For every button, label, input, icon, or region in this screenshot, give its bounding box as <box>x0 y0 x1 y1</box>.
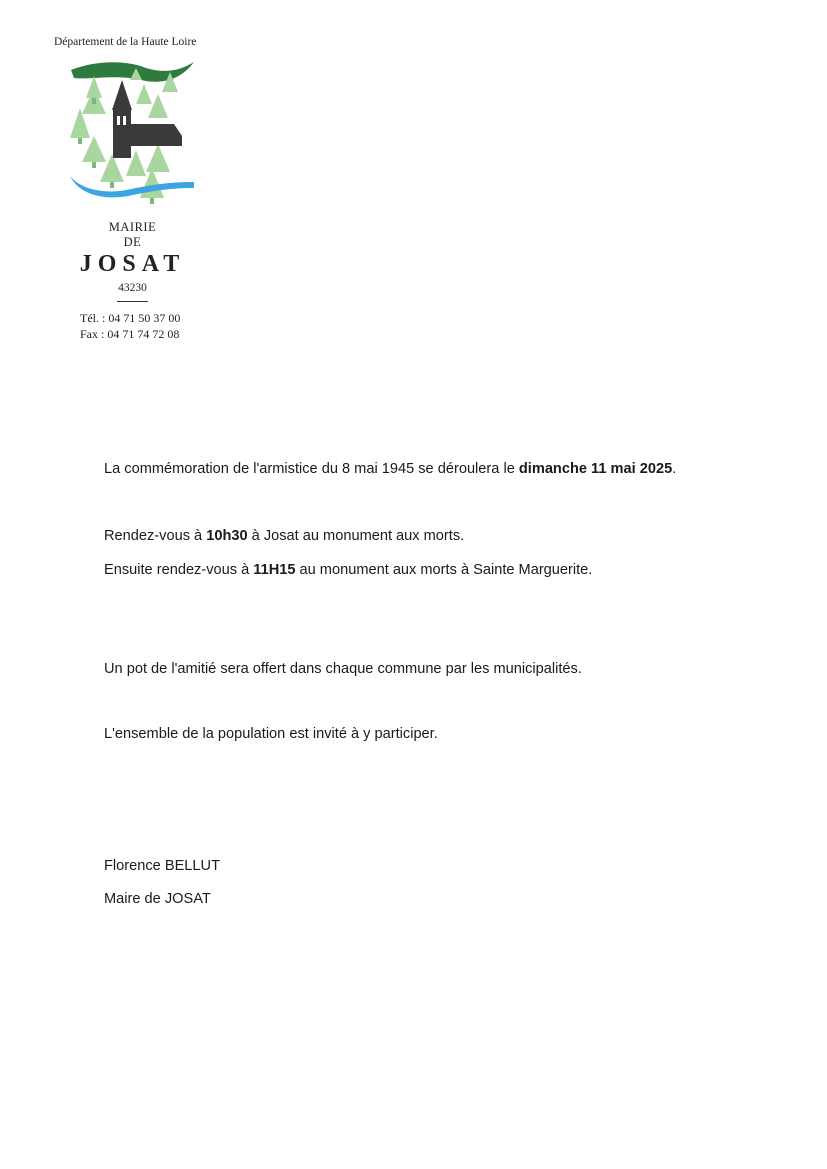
postcode: 43230 <box>118 282 147 294</box>
invitation-paragraph: L'ensemble de la population est invité à y participer. <box>104 726 438 742</box>
second-meeting-place: au monument aux morts à Sainte Marguerite. <box>295 562 593 578</box>
second-meeting-time: 11H15 <box>253 562 296 578</box>
church-trees-river-logo <box>66 58 196 208</box>
first-meeting-text: Rendez-vous à <box>104 528 207 544</box>
second-meeting-paragraph <box>104 562 592 578</box>
signature-title: Maire de JOSAT <box>104 891 211 907</box>
tree-icon <box>146 144 170 172</box>
de-label: DE <box>123 235 142 249</box>
river-shape <box>70 176 194 197</box>
first-meeting-time: 10h30 <box>206 528 248 544</box>
signature-name: Florence BELLUT <box>104 858 220 874</box>
second-meeting-text: Ensuite rendez-vous à <box>104 562 254 578</box>
first-meeting-place: à Josat au monument aux morts. <box>247 528 465 544</box>
phone-number: Tél. : 04 71 50 37 00 <box>80 311 181 325</box>
reception-paragraph: Un pot de l'amitié sera offert dans chaque commune par les municipalités. <box>104 661 582 677</box>
department-name: Département de la Haute Loire <box>54 36 197 48</box>
announcement-text: La commémoration de l'armistice du 8 mai 1945 se déroulera le <box>104 461 519 477</box>
first-meeting-paragraph <box>104 528 464 544</box>
tree-icon <box>136 84 152 104</box>
announcement-paragraph <box>104 461 676 477</box>
mairie-label: MAIRIE <box>108 220 157 234</box>
tree-icon <box>148 94 168 118</box>
announcement-end: . <box>672 461 677 477</box>
fax-number: Fax : 04 71 74 72 08 <box>80 327 180 341</box>
announcement-date: dimanche 11 mai 2025 <box>518 461 673 477</box>
town-name: JOSAT <box>79 251 186 277</box>
divider <box>117 301 148 302</box>
tree-icon <box>82 136 106 162</box>
